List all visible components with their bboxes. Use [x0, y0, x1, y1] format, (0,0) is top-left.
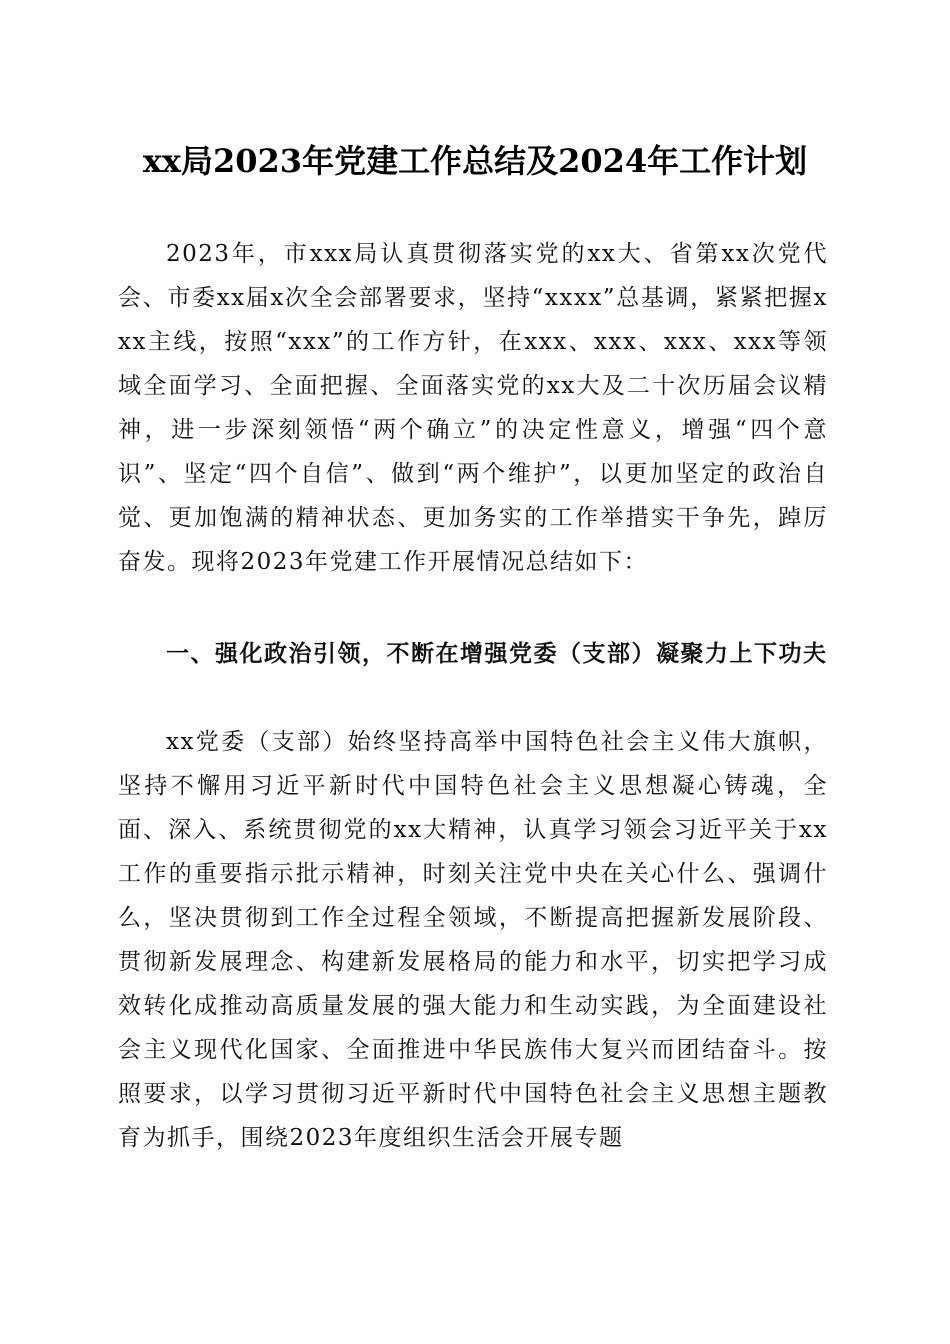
section-1-heading: 一、强化政治引领，不断在增强党委（支部）凝聚力上下功夫 — [166, 641, 828, 667]
document-title: xx局2023年党建工作总结及2024年工作计划 — [142, 142, 808, 180]
intro-paragraph: 2023年，市xxx局认真贯彻落实党的xx大、省第xx次党代会、市委xx届x次全会部署要求，坚持“xxxx”总基调，紧紧把握xxx主线，按照“xxx”的工作方针，在xxx、xxx、xxx、xxx等领域全面学习、全面把握、全面落实党的xx大及二十次历届会议精神，进一步深刻领悟“两个确立”的决定性意义，增强“四个意识”、坚定“四个自信”、做到“两个维护”，以更加坚定的政治自觉、更加饱满的精神状态、更加务实的工作举措实干争先，踔厉奋发。现将2023年党建工作开展情况总结如下： — [118, 241, 828, 575]
section-1-paragraph: xx党委（支部）始终坚持高举中国特色社会主义伟大旗帜，坚持不懈用习近平新时代中国特色社会主义思想凝心铸魂，全面、深入、系统贯彻党的xx大精神，认真学习领会习近平关于xx工作的重要指示批示精神，时刻关注党中央在关心什么、强调什么，坚决贯彻到工作全过程全领域，不断提高把握新发展阶段、贯彻新发展理念、构建新发展格局的能力和水平，切实把学习成效转化成推动高质量发展的强大能力和生动实践，为全面建设社会主义现代化国家、全面推进中华民族伟大复兴而团结奋斗。按照要求，以学习贯彻习近平新时代中国特色社会主义思想主题教育为抓手，围绕2023年度组织生活会开展专题 — [118, 729, 828, 1151]
